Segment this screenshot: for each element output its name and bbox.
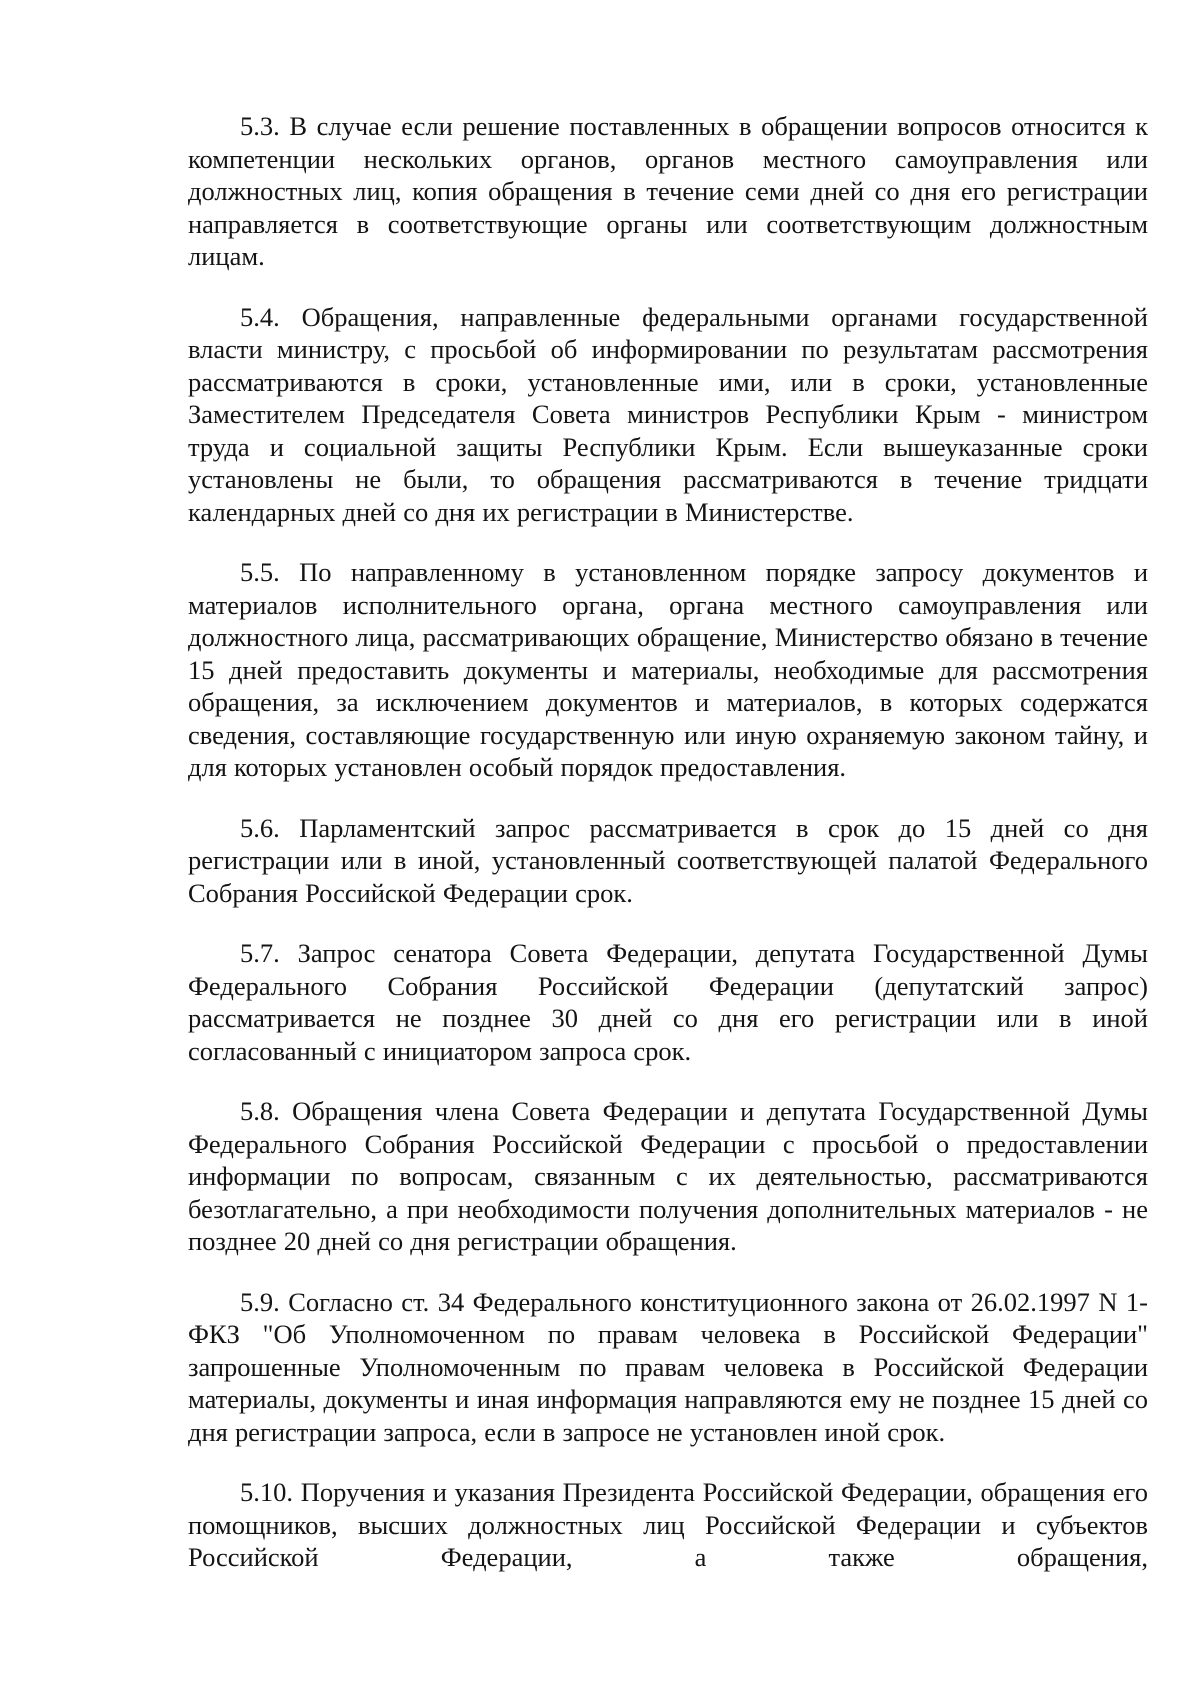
paragraph-5-7: 5.7. Запрос сенатора Совета Федерации, депутата Государственной Думы Федерального Собрания Российской Федерации (депутатский запрос) рассматривается не позднее 30 дней со дня его регистрации или в иной согласованный с инициатором запроса срок. (188, 938, 1148, 1066)
paragraph-5-6: 5.6. Парламентский запрос рассматривается в срок до 15 дней со дня регистрации или в иной, установленный соответствующей палатой Федерального Собрания Российской Федерации срок. (188, 812, 1148, 908)
paragraph-5-4: 5.4. Обращения, направленные федеральными органами государственной власти министру, с просьбой об информировании по результатам рассмотрения рассматриваются в сроки, установленные ими, или в сроки, установленные Заместителем Председателя Совета министров Республики Крым - министром труда и социальной защиты Республики Крым. Если вышеуказанные сроки установлены не были, то обращения рассматриваются в течение тридцати календарных дней со дня их регистрации в Министерстве. (188, 301, 1148, 527)
paragraph-5-5: 5.5. По направленному в установленном порядке запросу документов и материалов исполнительного органа, органа местного самоуправления или должностного лица, рассматривающих обращение, Министерство обязано в течение 15 дней предоставить документы и материалы, необходимые для рассмотрения обращения, за исключением документов и материалов, в которых содержатся сведения, составляющие государственную или иную охраняемую законом тайну, и для которых установлен особый порядок предоставления. (188, 557, 1148, 782)
paragraph-5-3: 5.3. В случае если решение поставленных в обращении вопросов относится к компетенции нескольких органов, органов местного самоуправления или должностных лиц, копия обращения в течение семи дней со дня его регистрации направляется в соответствующие органы или соответствующим должностным лицам. (188, 111, 1148, 271)
paragraph-5-9: 5.9. Согласно ст. 34 Федерального конституционного закона от 26.02.1997 N 1-ФКЗ "Об Уполномоченном по правам человека в Российской Федерации" запрошенные Уполномоченным по правам человека в Российской Федерации материалы, документы и иная информация направляются ему не позднее 15 дней со дня регистрации запроса, если в запросе не установлен иной срок. (188, 1286, 1148, 1447)
paragraph-5-8: 5.8. Обращения члена Совета Федерации и депутата Государственной Думы Федерального Собрания Российской Федерации с просьбой о предоставлении информации по вопросам, связанным с их деятельностью, рассматриваются безотлагательно, а при необходимости получения дополнительных материалов - не позднее 20 дней со дня регистрации обращения. (188, 1096, 1148, 1256)
document-body (188, 110, 1148, 1574)
paragraph-5-10: 5.10. Поручения и указания Президента Российской Федерации, обращения его помощников, высших должностных лиц Российской Федерации и субъектов Российской Федерации, а также обращения, (188, 1477, 1148, 1572)
